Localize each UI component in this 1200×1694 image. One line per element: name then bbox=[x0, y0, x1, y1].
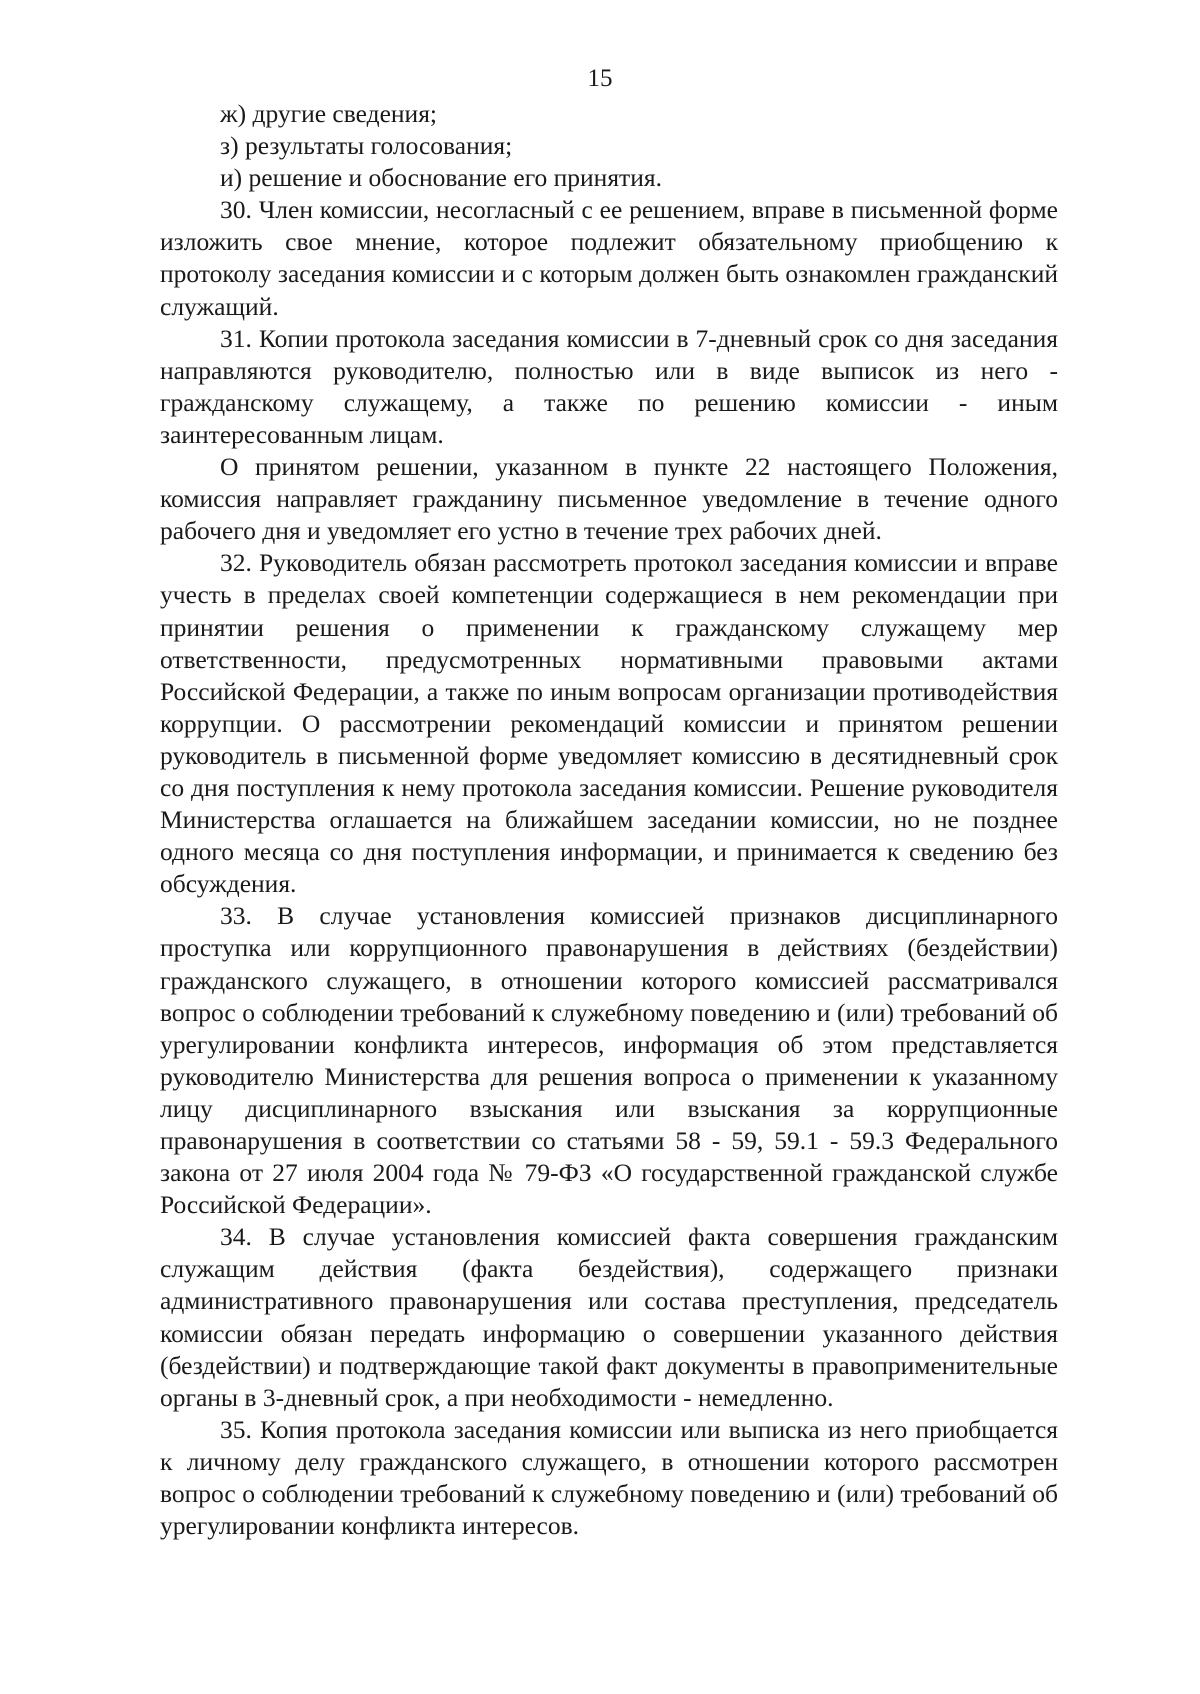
list-item-zh: ж) другие сведения; bbox=[220, 99, 438, 128]
document-body bbox=[160, 98, 1058, 1542]
paragraph-34: 34. В случае установления комиссией факта совершения гражданским служащим действия (факта бездействия), содержащего признаки административного правонарушения или состава преступления, председатель комиссии обязан передать информацию о совершении указанного действия (бездействии) и подтверждающие такой факт документы в правоприменительные органы в 3-дневный срок, а при необходимости - немедленно. bbox=[160, 1222, 1058, 1412]
list-item-z: з) результаты голосования; bbox=[220, 131, 513, 161]
paragraph-33: 33. В случае установления комиссией признаков дисциплинарного проступка или коррупционного правонарушения в действиях (бездействии) гражданского служащего, в отношении которого комиссией рассматривался вопрос о соблюдении требований к служебному поведению и (или) требований об урегулировании конфликта интересов, информация об этом представляется руководителю Министерства для решения вопроса о применении к указанному лицу дисциплинарного взыскания или взыскания за коррупционные правонарушения в соответствии со статьями 58 - 59, 59.1 - 59.3 Федерального закона от 27 июля 2004 года № 79-ФЗ «О государственной гражданской службе Российской Федерации». bbox=[160, 901, 1058, 1220]
paragraph-35: 35. Копия протокола заседания комиссии или выписка из него приобщается к личному делу гражданского служащего, в отношении которого рассмотрен вопрос о соблюдении требований к служебному поведению и (или) требований об урегулировании конфликта интересов. bbox=[160, 1414, 1058, 1541]
paragraph-32: 32. Руководитель обязан рассмотреть протокол заседания комиссии и вправе учесть в пределах своей компетенции содержащиеся в нем рекомендации при принятии решения о применении к гражданскому служащему мер ответственности, предусмотренных нормативными правовыми актами Российской Федерации, а также по иным вопросам организации противодействия коррупции. О рассмотрении рекомендаций комиссии и принятом решении руководитель в письменной форме уведомляет комиссию в десятидневный срок со дня поступления к нему протокола заседания комиссии. Решение руководителя Министерства оглашается на ближайшем заседании комиссии, но не позднее одного месяца со дня поступления информации, и принимается к сведению без обсуждения. bbox=[160, 548, 1058, 899]
page-number: 15 bbox=[587, 65, 613, 92]
paragraph-30: 30. Член комиссии, несогласный с ее решением, вправе в письменной форме изложить свое мнение, которое подлежит обязательному приобщению к протоколу заседания комиссии и с которым должен быть ознакомлен гражданский служащий. bbox=[160, 195, 1058, 321]
paragraph-31-notice: О принятом решении, указанном в пункте 22 настоящего Положения, комиссия направляет гражданину письменное уведомление в течение одного рабочего дня и уведомляет его устно в течение трех рабочих дней. bbox=[160, 452, 1058, 546]
list-item-i: и) решение и обоснование его принятия. bbox=[220, 163, 662, 193]
paragraph-31: 31. Копии протокола заседания комиссии в 7-дневный срок со дня заседания направляются руководителю, полностью или в виде выписок из него - гражданскому служащему, а также по решению комиссии - иным заинтересованным лицам. bbox=[160, 323, 1058, 449]
